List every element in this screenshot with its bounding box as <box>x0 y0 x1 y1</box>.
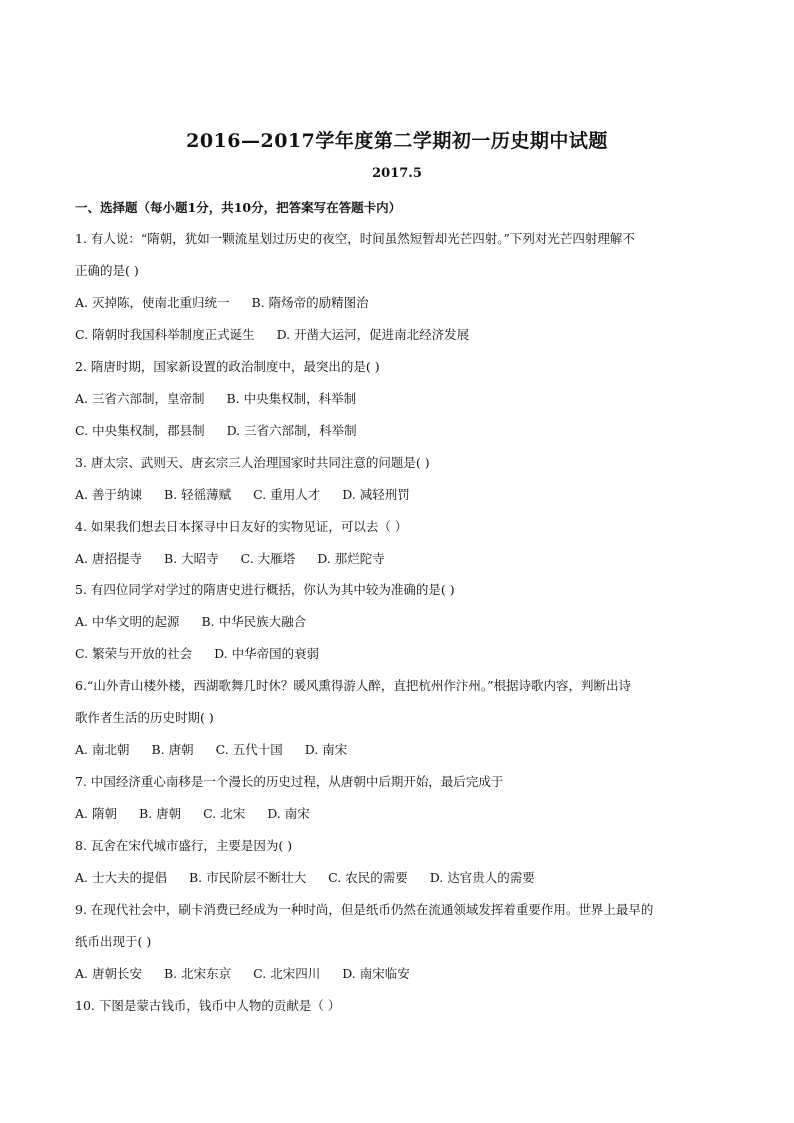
option-row <box>75 551 725 567</box>
question-stem: 6.“山外青山楼外楼，西湖歌舞几时休？暖风熏得游人醉，直把杭州作汴州。”根据诗歌内容，判断出诗 <box>75 678 631 693</box>
option-row <box>75 487 725 503</box>
option-row <box>75 966 725 982</box>
option-row <box>75 295 725 311</box>
answer-option: B. 轻徭薄赋 <box>163 487 232 502</box>
answer-option: B. 唐朝 <box>138 806 182 821</box>
option-row <box>75 806 725 822</box>
answer-option: D. 那烂陀寺 <box>317 551 385 566</box>
answer-option: C. 农民的需要 <box>328 870 408 885</box>
option-row <box>75 423 725 439</box>
answer-option: B. 大昭寺 <box>163 551 219 566</box>
answer-option: C. 隋朝时我国科举制度正式诞生 <box>75 327 255 342</box>
answer-option: C. 北宋四川 <box>253 966 321 981</box>
answer-option: A. 三省六部制，皇帝制 <box>75 391 205 406</box>
section-heading: 一、选择题（每小题1分，共10分，把答案写在答题卡内） <box>75 200 402 215</box>
answer-option: C. 大雁塔 <box>240 551 296 566</box>
answer-option: A. 南北朝 <box>75 742 130 757</box>
option-row <box>75 742 725 758</box>
option-row <box>75 327 725 343</box>
option-row <box>75 646 725 662</box>
question-stem: 4. 如果我们想去日本探寻中日友好的实物见证，可以去（ ） <box>75 519 408 534</box>
question-stem: 7. 中国经济重心南移是一个漫长的历史过程，从唐朝中后期开始，最后完成于 <box>75 774 504 789</box>
option-row <box>75 391 725 407</box>
answer-option: A. 唐招提寺 <box>75 551 142 566</box>
answer-option: A. 善于纳谏 <box>75 487 142 502</box>
answer-option: D. 达官贵人的需要 <box>429 870 535 885</box>
exam-date: 2017.5 <box>372 166 422 181</box>
option-row <box>75 614 725 630</box>
answer-option: B. 北宋东京 <box>163 966 232 981</box>
answer-option: A. 唐朝长安 <box>75 966 142 981</box>
answer-option: D. 南宋 <box>267 806 310 821</box>
answer-option: D. 中华帝国的衰弱 <box>214 646 320 661</box>
answer-option: B. 隋炀帝的励精图治 <box>251 295 369 310</box>
answer-option: A. 中华文明的起源 <box>75 614 180 629</box>
answer-option: D. 三省六部制，科举制 <box>226 423 357 438</box>
question-stem: 9. 在现代社会中，刷卡消费已经成为一种时尚，但是纸币仍然在流通领域发挥着重要作用。世界上最早的 <box>75 902 654 917</box>
question-stem: 纸币出现于( ) <box>75 934 152 949</box>
answer-option: B. 中央集权制，科举制 <box>226 391 357 406</box>
question-stem: 歌作者生活的历史时期( ) <box>75 710 214 725</box>
answer-option: D. 减轻刑罚 <box>342 487 410 502</box>
answer-option: D. 开凿大运河，促进南北经济发展 <box>276 327 470 342</box>
question-stem: 8. 瓦舍在宋代城市盛行，主要是因为( ) <box>75 838 293 853</box>
answer-option: D. 南宋 <box>304 742 348 757</box>
answer-option: A. 隋朝 <box>75 806 117 821</box>
question-stem: 正确的是( ) <box>75 263 139 278</box>
answer-option: B. 市民阶层不断壮大 <box>188 870 307 885</box>
answer-option: C. 五代十国 <box>215 742 283 757</box>
answer-option: A. 士大夫的提倡 <box>75 870 167 885</box>
answer-option: C. 北宋 <box>203 806 246 821</box>
answer-option: C. 繁荣与开放的社会 <box>75 646 193 661</box>
answer-option: B. 唐朝 <box>151 742 194 757</box>
answer-option: C. 中央集权制，郡县制 <box>75 423 205 438</box>
question-stem: 10. 下图是蒙古钱币，钱币中人物的贡献是（ ） <box>75 998 341 1013</box>
option-row <box>75 870 725 886</box>
exam-title: 2016—2017学年度第二学期初一历史期中试题 <box>186 130 608 152</box>
answer-option: A. 灭掉陈，使南北重归统一 <box>75 295 230 310</box>
question-stem: 1. 有人说：“隋朝，犹如一颗流星划过历史的夜空，时间虽然短暂却光芒四射。”下列对光芒四射理解不 <box>75 231 635 246</box>
answer-option: B. 中华民族大融合 <box>201 614 307 629</box>
question-stem: 5. 有四位同学对学过的隋唐史进行概括，你认为其中较为准确的是( ) <box>75 582 455 597</box>
answer-option: D. 南宋临安 <box>342 966 410 981</box>
question-stem: 3. 唐太宗、武则天、唐玄宗三人治理国家时共同注意的问题是( ) <box>75 455 430 470</box>
answer-option: C. 重用人才 <box>253 487 321 502</box>
question-stem: 2. 隋唐时期，国家新设置的政治制度中，最突出的是( ) <box>75 359 380 374</box>
